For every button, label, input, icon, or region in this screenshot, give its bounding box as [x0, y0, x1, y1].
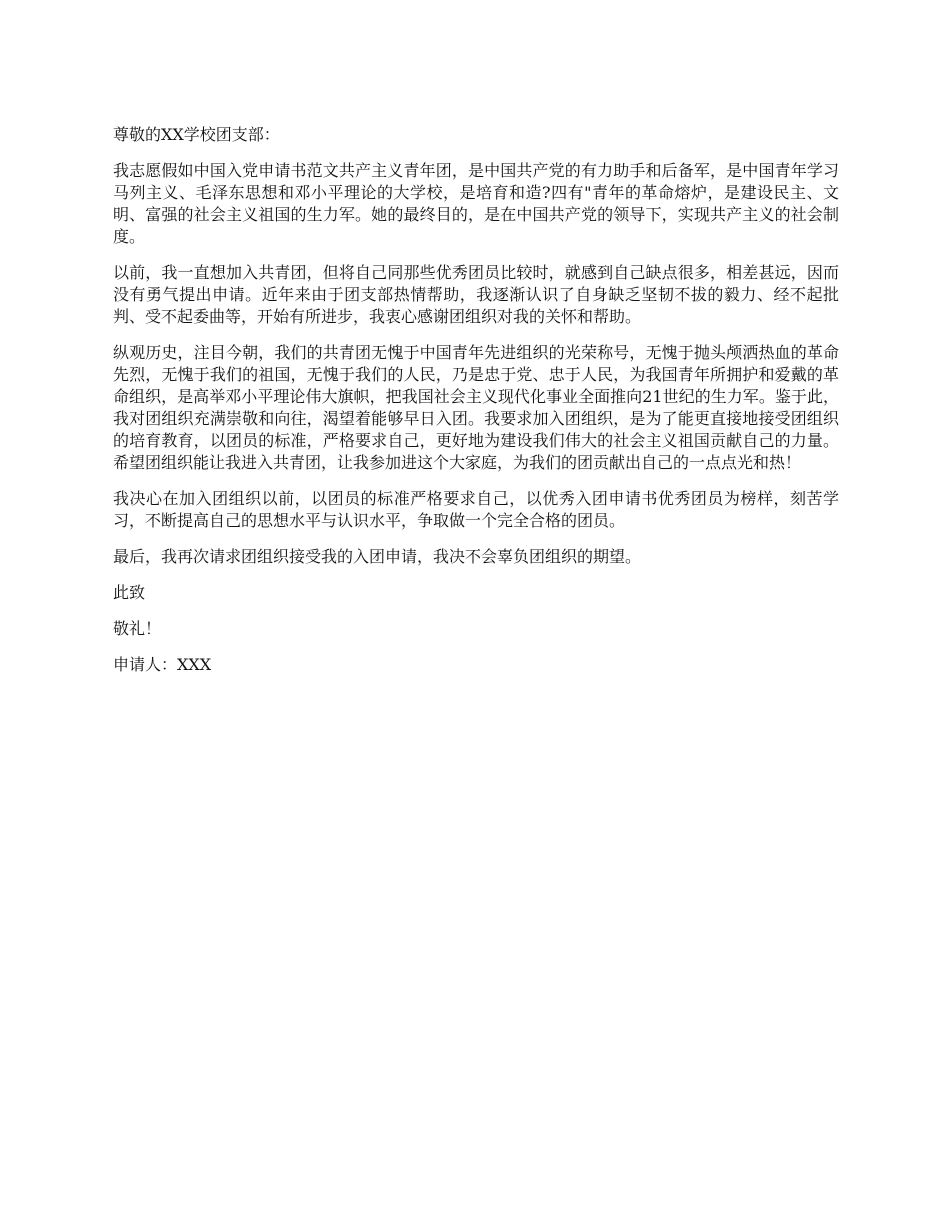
closing-line: 此致	[113, 583, 146, 602]
body-paragraph-3: 纵观历史，注目今朝，我们的共青团无愧于中国青年先进组织的光荣称号，无愧于抛头颅洒热血的革命先烈，无愧于我们的祖国，无愧于我们的人民，乃是忠于党、忠于人民，为我国青年所拥护和爱戴的革命组织，是高举邓小平理论伟大旗帜，把我国社会主义现代化事业全面推向21世纪的生力军。鉴于此，我对团组织充满崇敬和向往，渴望着能够早日入团。我要求加入团组织，是为了能更直接地接受团组织的培育教育，以团员的标准，严格要求自己，更好地为建设我们伟大的社会主义祖国贡献自己的力量。希望团组织能让我进入共青团，让我参加进这个大家庭，为我们的团贡献出自己的一点点光和热！	[113, 343, 839, 472]
body-paragraph-4: 我决心在加入团组织以前，以团员的标准严格要求自己，以优秀入团申请书优秀团员为榜样，刻苦学习，不断提高自己的思想水平与认识水平，争取做一个完全合格的团员。	[113, 489, 839, 530]
body-paragraph-2: 以前，我一直想加入共青团，但将自己同那些优秀团员比较时，就感到自己缺点很多，相差甚远，因而没有勇气提出申请。近年来由于团支部热情帮助，我逐渐认识了自身缺乏坚韧不拔的毅力、经不起批判、受不起委曲等，开始有所进步，我衷心感谢团组织对我的关怀和帮助。	[113, 263, 839, 326]
signature: 申请人：XXX	[113, 655, 212, 674]
document-page	[113, 124, 839, 690]
body-paragraph-1: 我志愿假如中国入党申请书范文共产主义青年团，是中国共产党的有力助手和后备军，是中国青年学习马列主义、毛泽东思想和邓小平理论的大学校，是培育和造?四有"青年的革命熔炉，是建设民主、文明、富强的社会主义祖国的生力军。她的最终目的，是在中国共产党的领导下，实现共产主义的社会制度。	[113, 161, 839, 246]
regards: 敬礼！	[113, 619, 162, 638]
salutation: 尊敬的XX学校团支部：	[113, 125, 280, 144]
body-paragraph-5: 最后，我再次请求团组织接受我的入团申请，我决不会辜负团组织的期望。	[113, 547, 642, 566]
